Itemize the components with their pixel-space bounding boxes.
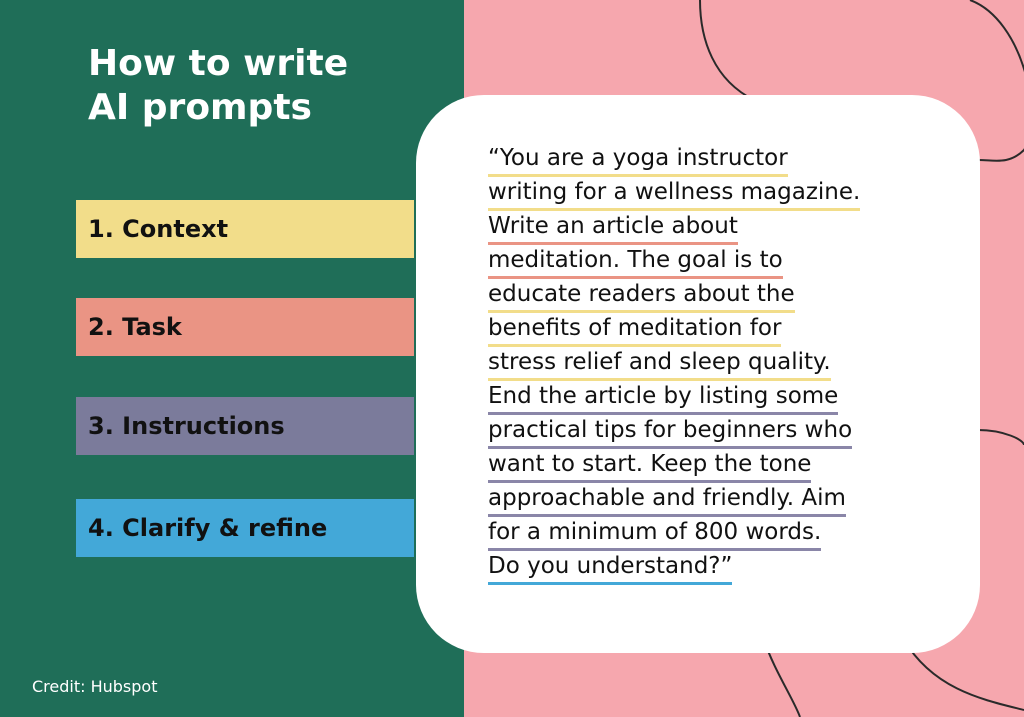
prompt-line-text: want to start. Keep the tone bbox=[488, 449, 811, 483]
prompt-line bbox=[488, 483, 860, 517]
prompt-line bbox=[488, 551, 860, 585]
step-task: 2. Task bbox=[76, 298, 414, 356]
page-title bbox=[88, 42, 428, 130]
step-clarify-refine: 4. Clarify & refine bbox=[76, 499, 414, 557]
prompt-line bbox=[488, 347, 860, 381]
prompt-line-text: writing for a wellness magazine. bbox=[488, 177, 860, 211]
prompt-line-text: benefits of meditation for bbox=[488, 313, 781, 347]
prompt-line bbox=[488, 177, 860, 211]
prompt-line bbox=[488, 449, 860, 483]
prompt-line-text: Do you understand?” bbox=[488, 551, 732, 585]
title-line-2: AI prompts bbox=[88, 87, 312, 128]
prompt-line bbox=[488, 313, 860, 347]
prompt-line-text: practical tips for beginners who bbox=[488, 415, 852, 449]
prompt-line-text: “You are a yoga instructor bbox=[488, 143, 788, 177]
prompt-line-text: educate readers about the bbox=[488, 279, 795, 313]
prompt-line-text: stress relief and sleep quality. bbox=[488, 347, 831, 381]
prompt-line-text: Write an article about bbox=[488, 211, 738, 245]
prompt-line bbox=[488, 415, 860, 449]
prompt-line-text: End the article by listing some bbox=[488, 381, 838, 415]
prompt-line bbox=[488, 279, 860, 313]
prompt-line bbox=[488, 245, 860, 279]
step-instructions: 3. Instructions bbox=[76, 397, 414, 455]
prompt-line bbox=[488, 517, 860, 551]
prompt-line bbox=[488, 381, 860, 415]
title-line-1: How to write bbox=[88, 43, 349, 84]
prompt-line-text: for a minimum of 800 words. bbox=[488, 517, 821, 551]
prompt-line bbox=[488, 143, 860, 177]
prompt-line-text: approachable and friendly. Aim bbox=[488, 483, 846, 517]
credit-text: Credit: Hubspot bbox=[32, 677, 158, 696]
step-context: 1. Context bbox=[76, 200, 414, 258]
prompt-line-text: meditation. The goal is to bbox=[488, 245, 783, 279]
prompt-line bbox=[488, 211, 860, 245]
prompt-text bbox=[488, 143, 860, 585]
